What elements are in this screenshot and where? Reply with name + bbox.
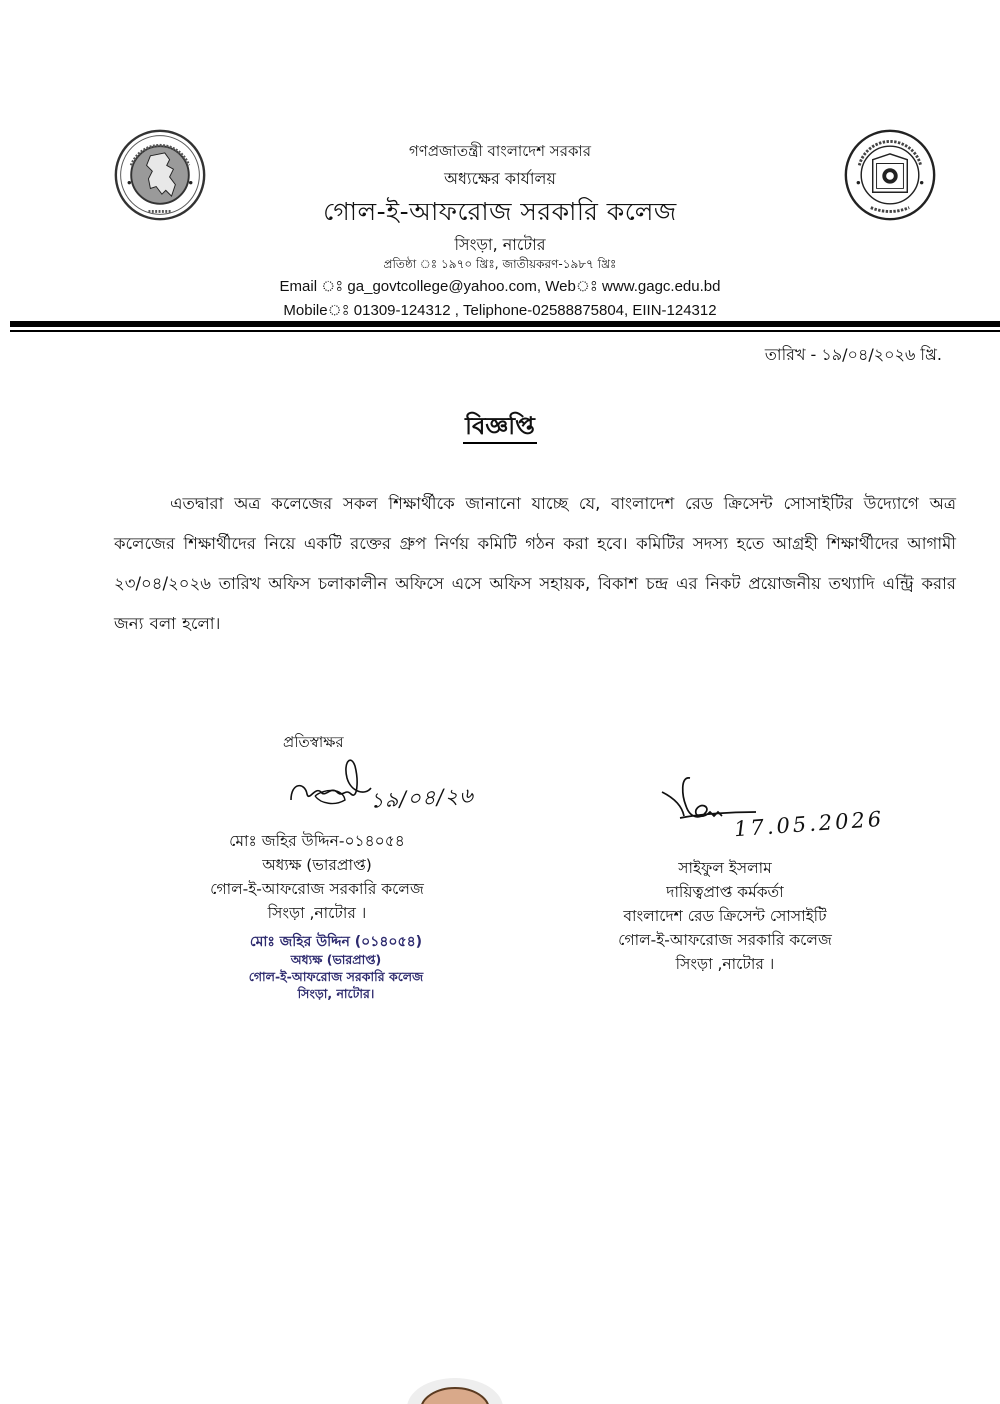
official-stamp bbox=[214, 934, 458, 1002]
countersign-block bbox=[172, 829, 462, 925]
countersign-designation: অধ্যক্ষ (ভারপ্রাপ্ত) bbox=[262, 856, 372, 874]
signatory-organization: বাংলাদেশ রেড ক্রিসেন্ট সোসাইটি bbox=[623, 907, 827, 925]
signatory-designation: দায়িত্বপ্রাপ্ত কর্মকর্তা bbox=[666, 883, 784, 901]
countersign-institution: গোল-ই-আফরোজ সরকারি কলেজ bbox=[210, 880, 424, 898]
thumb-photo-artifact bbox=[400, 1368, 510, 1404]
contact-phone-eiin: Mobileঃ 01309-124312 , Teliphone-02588875804, EIIN-124312 bbox=[283, 302, 717, 319]
contact-email-web: Email ঃ ga_govtcollege@yahoo.com, Webঃ www.gagc.edu.bd bbox=[279, 278, 721, 295]
college-location: সিংড়া, নাটোর bbox=[454, 235, 546, 254]
countersign-location: সিংড়া ,নাটোর । bbox=[267, 904, 367, 922]
countersign-signature bbox=[285, 752, 375, 822]
signatory-handwritten-date: 17.05.2026 bbox=[733, 806, 885, 842]
header-divider-thin bbox=[10, 330, 1000, 332]
established-info: প্রতিষ্ঠা ঃ ১৯৭০ খ্রিঃ, জাতীয়করণ-১৯৮৭ খ্রিঃ bbox=[383, 257, 617, 271]
countersign-label: প্রতিস্বাক্ষর bbox=[283, 733, 344, 751]
notice-title-wrap bbox=[0, 408, 1000, 448]
stamp-line-location: সিংড়া, নাটোর। bbox=[297, 986, 375, 1001]
countersign-name: মোঃ জহির উদ্দিন-০১৪০৫৪ bbox=[229, 832, 405, 850]
signatory-signature bbox=[660, 772, 760, 822]
notice-body: এতদ্বারা অত্র কলেজের সকল শিক্ষার্থীকে জানানো যাচ্ছে যে, বাংলাদেশ রেড ক্রিসেন্ট সোসাইটির উদ্যোগে অত্র কলেজের শিক্ষার্থীদের নিয়ে একটি রক্তের গ্রুপ নির্ণয় কমিটি গঠন করা হবে। কমিটির সদস্য হতে আগ্রহী শিক্ষার্থীদের আগামী ২৩/০৪/২০২৬ তারিখ অফিস চলাকালীন অফিসে এসে অফিস সহায়ক, বিকাশ চন্দ্র এর নিকট প্রয়োজনীয় তথ্যাদি এন্ট্রি করার জন্য বলা হলো। bbox=[114, 494, 956, 633]
notice-date: তারিখ - ১৯/০৪/২০২৬ খ্রি. bbox=[764, 345, 942, 364]
stamp-line-institution: গোল-ই-আফরোজ সরকারি কলেজ bbox=[248, 969, 424, 984]
signatory-institution: গোল-ই-আফরোজ সরকারি কলেজ bbox=[618, 931, 832, 949]
government-name: গণপ্রজাতন্ত্রী বাংলাদেশ সরকার bbox=[408, 142, 592, 160]
countersign-handwritten-date: ১৯/০৪/২৬ bbox=[369, 783, 475, 813]
office-name: অধ্যক্ষের কার্যালয় bbox=[444, 169, 556, 188]
signatory-name: সাইফুল ইসলাম bbox=[678, 859, 772, 877]
signatory-location: সিংড়া ,নাটোর । bbox=[675, 955, 775, 973]
stamp-line-name: মোঃ জহির উদ্দিন (০১৪০৫৪) bbox=[249, 934, 423, 950]
header-divider-thick bbox=[10, 321, 1000, 327]
college-name: গোল-ই-আফরোজ সরকারি কলেজ bbox=[323, 197, 677, 226]
stamp-line-designation: অধ্যক্ষ (ভারপ্রাপ্ত) bbox=[290, 952, 382, 967]
notice-title: বিজ্ঞপ্তি bbox=[463, 412, 537, 444]
signatory-block bbox=[580, 856, 870, 976]
